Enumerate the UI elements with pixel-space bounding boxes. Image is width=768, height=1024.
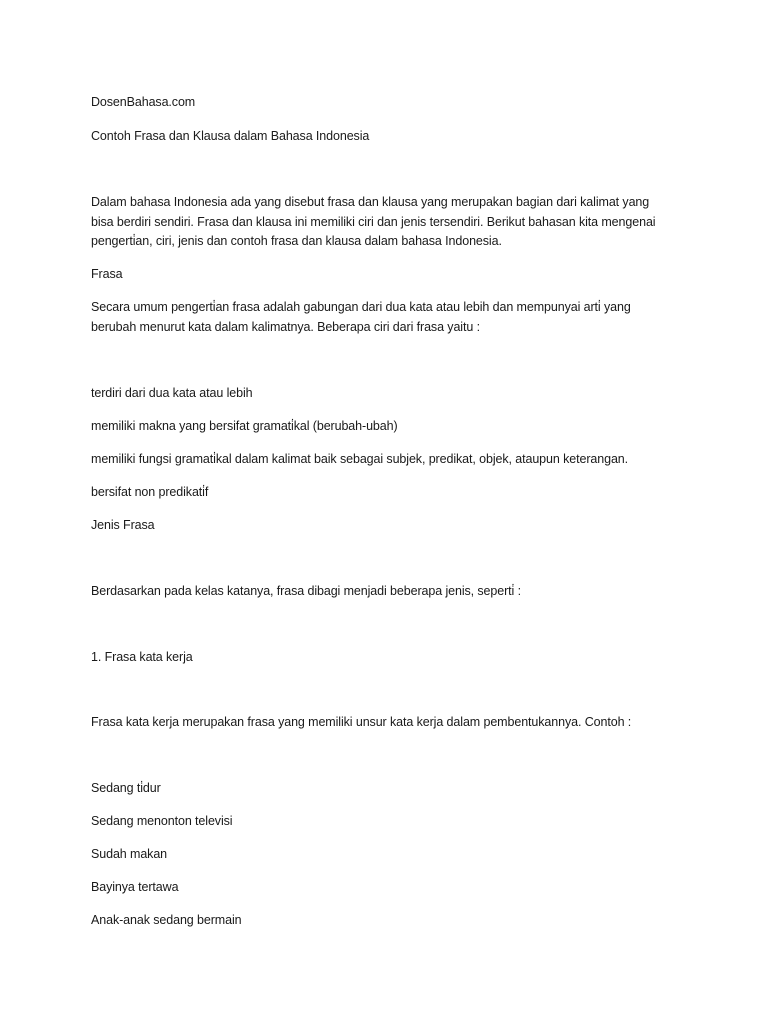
ciri-item: bersifat non predikati̇f bbox=[91, 485, 209, 499]
site-name: DosenBahasa.com bbox=[91, 95, 196, 109]
contoh-item: Sedang menonton televisi bbox=[91, 814, 233, 828]
ciri-item: memiliki fungsi gramati̇kal dalam kalimat baik sebagai subjek, predikat, objek, ataupun keterangan. bbox=[91, 452, 629, 466]
frasa-definition-line-1: Secara umum pengerti̇an frasa adalah gabungan dari dua kata atau lebih dan mempunyai arti̇ yang bbox=[91, 300, 631, 314]
contoh-item: Sudah makan bbox=[91, 847, 168, 861]
document-title: Contoh Frasa dan Klausa dalam Bahasa Indonesia bbox=[91, 129, 370, 143]
kata-kerja-definition: Frasa kata kerja merupakan frasa yang memiliki unsur kata kerja dalam pembentukannya. Contoh : bbox=[91, 715, 632, 729]
contoh-item: Sedang ti̇dur bbox=[91, 781, 161, 795]
frasa-definition-line-2: berubah menurut kata dalam kalimatnya. Beberapa ciri dari frasa yaitu : bbox=[91, 320, 480, 334]
contoh-item: Anak-anak sedang bermain bbox=[91, 913, 242, 927]
section-heading-jenis: Jenis Frasa bbox=[91, 518, 155, 532]
ciri-item: memiliki makna yang bersifat gramati̇kal (berubah-ubah) bbox=[91, 419, 398, 433]
subheading-frasa-kata-kerja: 1. Frasa kata kerja bbox=[91, 650, 193, 664]
ciri-item: terdiri dari dua kata atau lebih bbox=[91, 386, 253, 400]
contoh-item: Bayinya tertawa bbox=[91, 880, 179, 894]
jenis-intro: Berdasarkan pada kelas katanya, frasa dibagi menjadi beberapa jenis, seperti̇ : bbox=[91, 584, 521, 598]
intro-line-1: Dalam bahasa Indonesia ada yang disebut frasa dan klausa yang merupakan bagian dari kalimat yang bbox=[91, 195, 650, 209]
section-heading-frasa: Frasa bbox=[91, 267, 123, 281]
intro-line-3: pengerti̇an, ciri, jenis dan contoh frasa dan klausa dalam bahasa Indonesia. bbox=[91, 234, 502, 248]
intro-line-2: bisa berdiri sendiri. Frasa dan klausa ini memiliki ciri dan jenis tersendiri. Berikut bahasan kita mengenai bbox=[91, 215, 656, 229]
